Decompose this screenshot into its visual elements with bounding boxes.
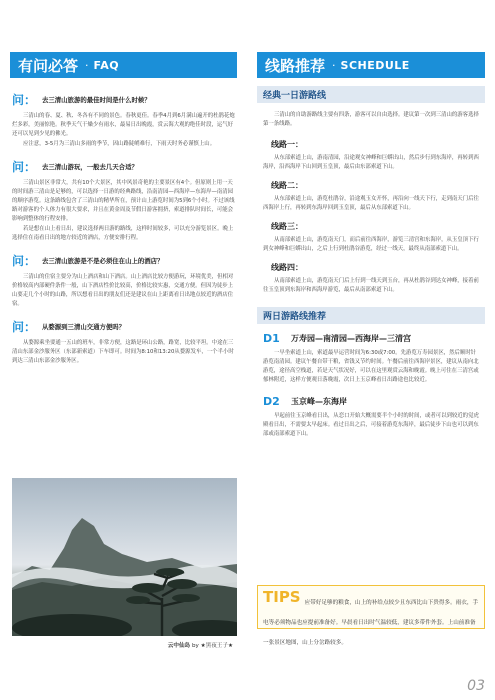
answer-paragraph: 三清山的春、夏、秋、冬各有不同的景色。春秋更佳。春季4月到6月满山遍开的杜鹃花炮烂多彩，美丽惊艳。秋季天气干燥少有雨水，最易日出晚霞，赏云海大观的绝佳时段，运气好还可以见到少见的佛光。 (12, 113, 235, 137)
day-route-title: 玉京峰—东海岸 (291, 397, 347, 406)
two-day-section-title: 两日游路线推荐 (257, 307, 485, 324)
caption-author: ★黑夜王子★ (200, 643, 233, 649)
tips-box (257, 585, 485, 646)
question-mark-label: 问： (12, 92, 37, 107)
question-text: 去三清山旅游是不是必须住在山上的酒店？ (42, 256, 164, 265)
faq-title: 有问必答 (18, 56, 79, 75)
route-description: 从南部索道上山，游览南天门，而后前往西海岸，游览三清宫和东海岸，从玉皇顶下行到女神峰和巨蟒出山，之后上行到杜鹃谷游览，经过一线天，最终从南部索道下山。 (263, 237, 479, 252)
route-title: 线路一： (271, 140, 303, 149)
day-route-title: 万寿园—南清园—西海岸—三清宫 (291, 334, 411, 343)
mountain-photo (12, 478, 237, 636)
photo-caption (12, 641, 237, 649)
answer-paragraph: 若是想在山上看日出，建议选择两日游的路线，这样时间较多，可以充分游览景区。晚上选择住在南看日出的地方较近的酒店，方便安排行程。 (12, 226, 234, 241)
mountain-illustration (12, 478, 237, 636)
route-title: 线路二： (271, 181, 303, 190)
one-day-intro: 三清山的自助游路线主要有四条，游客可以自由选择。建议第一次到三清山的游客选择第一条线路。 (263, 112, 479, 127)
faq-header (10, 52, 237, 78)
faq-item (12, 157, 237, 243)
page-number: 03 (467, 678, 485, 694)
tips-text: 应带好足够的粮食，山上的补给点较少且东西比山下贵得多。雨衣，手电等必须物品也应提前准备好。早晨看日出时气温较低，建议多带件外套。上山前准备一张景区地图，山上分岔路较多。 (263, 600, 479, 646)
faq-dot: · (85, 58, 89, 72)
day-number: D2 (263, 395, 280, 408)
question-text: 去三清山旅游的最佳时间是什么时候？ (42, 95, 151, 104)
answer-paragraph: 三清山的住宿主要分为山上酒店和山下酒店。山上酒店比较方便游玩，环境优美，但相对价格较高内部硬件条件一般，山下酒店性价比较高，价格比较实惠，交通方便。但因为徒步上山要走几个小时的山路，所以想看日出的朋友们还是建议在山上距离看日出地点较近的酒店住宿。 (12, 274, 234, 307)
faq-item (12, 317, 237, 366)
day-number: D1 (263, 332, 280, 345)
schedule-title: 线路推荐 (265, 56, 326, 75)
question-text: 从婺源到三清山交通方便吗？ (42, 322, 126, 331)
question-text: 去三清山游玩，一般去几天合适？ (42, 162, 138, 171)
answer-paragraph: 从婺源乘坐要通一五山的班车，非常方便，这路是环山公路，路宽，比较平坦。中途在三清山东部金沙服务区（东部新索道）下车即可。时间为8:10和13:20从婺源发车，一个半小时到达三清山东部金沙服务区。 (12, 340, 234, 364)
route-description: 从东部索道上山，游览杜鹃谷，沿途观玉女开怀，再沿向一线天下行，走到南天门后往西海岸上行，再转到东海岸回到玉皇顶，最后从东部索道下山。 (263, 196, 479, 211)
route-title: 线路三： (271, 222, 303, 231)
answer-paragraph: 应注意，3-5月为三清山多雨的季节，因山路陡峭难行，下雨天时务必谨慎上山。 (23, 141, 216, 147)
caption-by: by (191, 643, 199, 649)
caption-title: 云中仙岛 (167, 643, 191, 649)
faq-item (12, 90, 237, 149)
question-mark-label: 问： (12, 319, 37, 334)
faq-subtitle: FAQ (93, 58, 120, 72)
schedule-subtitle: SCHEDULE (340, 58, 410, 72)
schedule-dot: · (332, 58, 336, 72)
route-title: 线路四： (271, 263, 303, 272)
day-description: 早起前往玉京峰看日出，从恋口开始大概需要半个小时的时间，或者可以到较近的觉虎殿看日出，不需要太早起床。看过日出之后，可接着游览东海岸，最后徒步下山也可以到东部或南部索道下山。 (263, 413, 479, 437)
faq-list (12, 90, 237, 374)
faq-item (12, 251, 237, 309)
schedule-content (257, 86, 485, 441)
schedule-header (257, 52, 485, 78)
answer-paragraph: 三清山景区非常大，共有10个大景区，其中风景奇艳的主要景区有4个。但原则上用一天的时间游三清山是足够的，可以选择一日游的经典路线，沿南清园—西海岸—东海岸—南清园的顺序游览。这条路线包含了三清山的精华所在，预计山上游览时间为5到6个小时。不过该线路对游客的个人体力有很大要求，并且在黄金周及节假日游客拥挤，索道排队时间长，可能会影响到整体的行程安排。 (12, 180, 235, 222)
day-description: 一早坐索道上山，索道最早运营时间为6:30或7:00。先游览万寿园景区，然后顺时针游览南清园。建议午餐自带干粮，省钱又节约时间。午餐后前往西海岸景区，建议从南向北游览，途径高空栈道，若是天气状况好，可以在这里观赏云海和晚霞。晚上可住在三清宫或郁林附近，这样方便观日落晚霞，次日上玉京峰看日出路途也比较近。 (263, 350, 479, 383)
one-day-section-title: 经典一日游路线 (257, 86, 485, 103)
question-mark-label: 问： (12, 253, 37, 268)
tips-label: TIPS (263, 588, 301, 606)
question-mark-label: 问： (12, 159, 37, 174)
route-description: 从东部索道上山，游南清园，沿途观女神峰和巨蟒出山，然后步行到东海岸，再转到西海岸，沿西海岸下山回到玉皇顶，最后由东部索道下山。 (263, 155, 479, 170)
route-description: 从南部索道上山，游览南天门后上行到一线天到玉台，再从杜鹃谷到达女神峰，接着前往玉皇顶到东海岸和西海岸游览，最后从南部索道下山。 (263, 278, 479, 293)
